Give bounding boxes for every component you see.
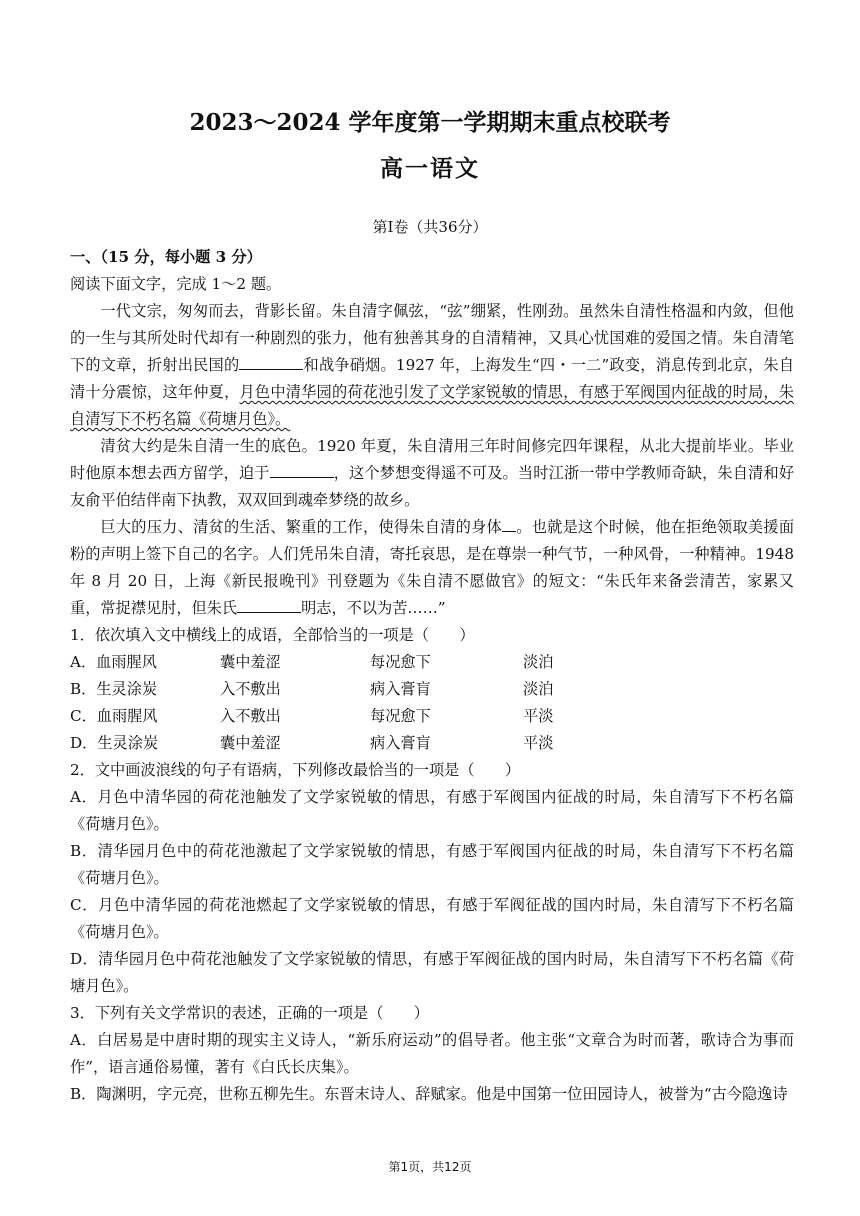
passage-paragraph-1 [70,298,794,433]
question-1-stem: 1．依次填入文中横线上的成语，全部恰当的一项是（ ） [70,626,475,644]
exam-title: 2023～2024 学年度第一学期期末重点校联考 [189,109,671,136]
exam-body [70,244,794,1108]
page-number: 第1页，共12页 [388,1160,472,1174]
question-1-option-a [70,649,794,676]
section-heading: 第Ⅰ卷（共36分） [372,218,488,236]
wavy-underlined-sentence: 月色中清华园的荷花池引发了文学家锐敏的情思，有感于军阀国内征战的时局，朱自清写下不朽名篇《荷塘月色》。 [70,383,795,428]
question-1-option-d [70,730,794,757]
option-label: A．血雨腥风 [70,653,157,671]
passage-text: ，这个梦想变得遥不可及。当时江浙一带中学教师奇缺，朱自清和好友俞平伯结伴南下执教，双双回到魂牵梦绕的故乡。 [70,464,795,509]
question-2-stem: 2．文中画波浪线的句子有语病，下列修改最恰当的一项是（ ） [70,761,521,779]
question-2-option-d: D．清华园月色中荷花池触发了文学家锐敏的情思，有感于军阀征战的国内时局，朱自清写下不朽名篇《荷塘月色》。 [70,950,794,995]
question-1-option-b [70,676,794,703]
question-3-option-a: A．白居易是中唐时期的现实主义诗人，“新乐府运动”的倡导者。他主张“文章合为时而著，歌诗合为事而作”，语言通俗易懂，著有《白氏长庆集》。 [70,1031,794,1076]
option-idiom: 入不敷出 [220,680,281,698]
passage-text: 一代文宗，匆匆而去，背影长留。朱自清字佩弦，“弦”绷紧，性刚劲。虽然朱自清性格温和内敛，但他的一生与其所处时代却有一种剧烈的张力，他有独善其身的自清精神，又具心忧国难的爱国之情。朱自清笔下的文章，折射出民国的 [70,302,794,374]
option-idiom: 入不敷出 [220,707,281,725]
option-idiom: 平淡 [523,734,554,752]
passage-paragraph-2 [70,433,794,514]
option-label: B．生灵涂炭 [70,680,158,698]
fill-blank-4 [237,598,301,613]
option-idiom: 淡泊 [523,680,554,698]
option-label: C．血雨腥风 [70,707,158,725]
passage-text: 清贫大约是朱自清一生的底色。1920 年夏，朱自清用三年时间修完四年课程，从北大提前毕业。毕业时他原本想去西方留学，迫于 [70,437,794,482]
fill-blank-1 [239,355,303,370]
passage-text: 。也就是这个时候，他在拒绝领取美援面粉的声明上签下自己的名字。人们凭吊朱自清，寄托哀思，是在尊崇一种气节，一种风骨，一种精神。1948 年 8 月 20 日，上海《新民报晚刊》刊登题为《朱自清不愿做官》的短文：“朱氏年来备尝清苦，家累又重，常捉襟见肘，但朱氏 [70,518,795,617]
part1-instruction: 阅读下面文字，完成 1～2 题。 [70,275,282,293]
question-2-option-b: B．清华园月色中的荷花池激起了文学家锐敏的情思，有感于军阀国内征战的时局，朱自清写下不朽名篇《荷塘月色》。 [70,842,794,887]
fill-blank-2 [270,463,334,478]
option-idiom: 平淡 [523,707,554,725]
passage-text: 和战争硝烟。1927 年，上海发生“四・一二”政变，消息传到北京，朱自清十分震惊，这年仲夏， [70,356,795,401]
passage-text: 明志，不以为苦……” [301,599,446,617]
fill-blank-3 [502,517,516,532]
option-label: D．生灵涂炭 [70,734,159,752]
question-3-option-b: B．陶渊明，字元亮，世称五柳先生。东晋末诗人、辞赋家。他是中国第一位田园诗人，被誉为“古今隐逸诗 [70,1085,788,1103]
option-idiom: 囊中羞涩 [220,734,281,752]
passage-text: 巨大的压力、清贫的生活、繁重的工作，使得朱自清的身体 [100,518,502,536]
question-3-stem: 3．下列有关文学常识的表述，正确的一项是（ ） [70,1004,429,1022]
option-idiom: 淡泊 [523,653,554,671]
option-idiom: 囊中羞涩 [220,653,281,671]
passage-paragraph-3 [70,514,794,622]
part1-heading: 一、（15 分，每小题 3 分） [70,248,262,266]
option-idiom: 病入膏肓 [370,734,431,752]
question-2-option-c: C．月色中清华园的荷花池燃起了文学家锐敏的情思，有感于军阀征战的国内时局，朱自清写下不朽名篇《荷塘月色》。 [70,896,794,941]
question-1-option-c [70,703,794,730]
exam-subject: 高一语文 [380,155,480,182]
option-idiom: 每况愈下 [370,653,431,671]
option-idiom: 病入膏肓 [370,680,431,698]
question-2-option-a: A．月色中清华园的荷花池触发了文学家锐敏的情思，有感于军阀国内征战的时局，朱自清写下不朽名篇《荷塘月色》。 [70,788,794,833]
option-idiom: 每况愈下 [370,707,431,725]
